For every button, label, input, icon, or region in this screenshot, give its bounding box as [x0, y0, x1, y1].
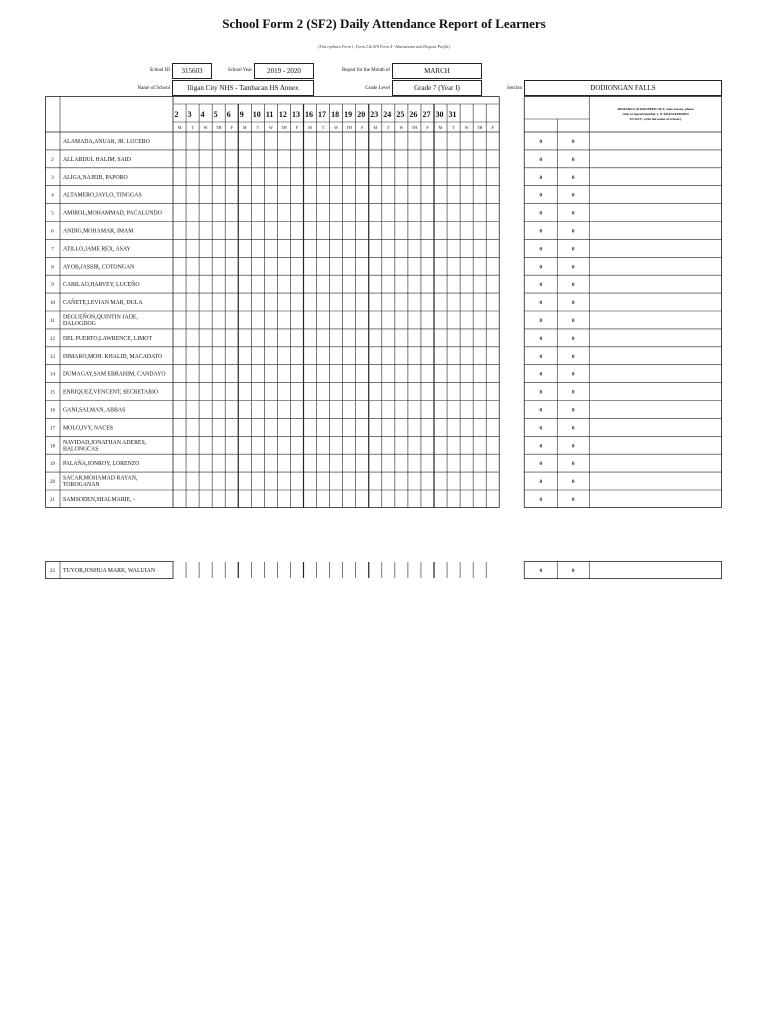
- row-number: 16: [50, 408, 55, 414]
- weekday-label: M: [242, 125, 247, 130]
- day-number: 5: [213, 110, 218, 119]
- weekday-label: W: [464, 125, 469, 130]
- tardy-count: 0: [572, 265, 575, 271]
- learner-name: ALTAMERO,JAYLO, TINGGAS: [63, 192, 142, 199]
- tardy-count: 0: [572, 426, 575, 432]
- absent-count: 0: [539, 139, 542, 145]
- learner-name: DIMARO,MOH. KHALID, MACADATO: [63, 353, 163, 360]
- learner-name: ATILLO,JAME REX, ASAY: [63, 246, 131, 253]
- weekday-label: TH: [346, 125, 352, 130]
- tardy-count: 0: [572, 247, 575, 253]
- tardy-count: 0: [572, 229, 575, 235]
- extra-absent-count: 0: [539, 569, 542, 574]
- absent-count: 0: [539, 229, 542, 235]
- day-number: 16: [305, 110, 313, 119]
- absent-count: 0: [539, 193, 542, 199]
- absent-count: 0: [539, 390, 542, 396]
- row-number: 8: [51, 265, 54, 271]
- absent-count: 0: [539, 426, 542, 432]
- learner-name: GANI,SALMAN, ABBAS: [63, 407, 126, 414]
- learner-name: SAMSODEN,SHALMARIE, -: [63, 496, 135, 503]
- school-id-label: School ID: [149, 68, 170, 73]
- day-number: 24: [383, 110, 392, 119]
- absent-count: 0: [539, 283, 542, 289]
- weekday-label: F: [230, 125, 233, 130]
- weekday-label: F: [295, 125, 299, 130]
- remarks-header-line: IN/OUT, write the name of School.): [629, 117, 682, 121]
- school-name-label: Name of School: [137, 86, 170, 91]
- form-subtitle: (This replaces Form 1, Form 2 & STS Form 4 - Absenteeism and Dropout Profile): [318, 44, 450, 49]
- row-number: 14: [50, 372, 55, 378]
- weekday-label: T: [387, 125, 390, 130]
- tardy-count: 0: [572, 139, 575, 145]
- day-number: 25: [396, 110, 405, 119]
- day-number: 9: [239, 110, 244, 119]
- learner-name: AMIROL,MOHAMMAD, PACALUNDO: [63, 210, 162, 217]
- learner-name-line1: SACAR,MOHAMAD RAYAN,: [63, 475, 138, 482]
- weekday-label: M: [177, 125, 182, 130]
- learner-name-line2: DALOGDOG: [63, 321, 96, 327]
- absent-count: 0: [539, 157, 542, 163]
- day-number: 10: [252, 110, 261, 119]
- learner-name: AYOB,JASSIR, COTONGAN: [63, 264, 135, 271]
- row-number: 7: [51, 247, 54, 253]
- school-year-label: School Year: [227, 68, 252, 73]
- row-number: 10: [50, 301, 55, 307]
- tardy-count: 0: [572, 283, 575, 289]
- day-number: 31: [448, 110, 457, 119]
- day-number: 18: [331, 110, 340, 119]
- weekday-label: W: [203, 125, 208, 130]
- absent-count: 0: [539, 336, 542, 342]
- row-number: 11: [50, 318, 55, 324]
- day-number: 13: [291, 110, 300, 119]
- row-number: 19: [50, 462, 55, 468]
- learner-name-line1: NAVIDAD,JONATHAN ADERES,: [63, 439, 147, 446]
- absent-count: 0: [539, 354, 542, 360]
- grade-level-field: Grade 7 (Year I): [392, 80, 482, 96]
- tardy-count: 0: [572, 336, 575, 342]
- weekday-label: TH: [477, 125, 483, 130]
- absent-count: 0: [539, 444, 542, 450]
- tardy-count: 0: [572, 390, 575, 396]
- weekday-label: T: [452, 125, 455, 130]
- day-number: 19: [344, 110, 353, 119]
- weekday-label: T: [321, 125, 325, 130]
- section-field: DODIONGAN FALLS: [524, 80, 722, 96]
- tardy-count: 0: [572, 480, 575, 486]
- day-number: 26: [409, 110, 418, 119]
- learner-name: ALAMADA,ANUAR, JR. LUCERO: [63, 138, 150, 145]
- school-id-field: 315603: [172, 63, 212, 79]
- row-number: 4: [51, 193, 54, 199]
- row-number: 5: [51, 211, 54, 217]
- tardy-count: 0: [572, 301, 575, 307]
- row-number: 18: [50, 444, 55, 450]
- tardy-count: 0: [572, 175, 575, 181]
- extra-tardy-count: 0: [572, 569, 575, 574]
- absent-count: 0: [539, 211, 542, 217]
- attendance-grid: [45, 96, 722, 508]
- tardy-count: 0: [572, 408, 575, 414]
- absent-count: 0: [539, 247, 542, 253]
- row-number: 13: [50, 354, 55, 360]
- tardy-count: 0: [572, 193, 575, 199]
- tardy-count: 0: [572, 497, 575, 503]
- extra-learner-row: [45, 561, 722, 580]
- tardy-count: 0: [572, 211, 575, 217]
- section-label: Section: [507, 86, 522, 91]
- row-number: 15: [50, 390, 55, 396]
- learner-name: MOLO,IVY, NACES: [63, 425, 113, 432]
- tardy-count: 0: [572, 462, 575, 468]
- learner-name: DEL PUERTO,LAWRENCE, LIMOT: [63, 335, 153, 342]
- weekday-label: TH: [411, 125, 418, 130]
- row-number: 9: [51, 283, 54, 289]
- learner-name-line2: TOROGANAN: [63, 482, 100, 489]
- form-title: School Form 2 (SF2) Daily Attendance Report of Learners: [222, 16, 546, 31]
- day-number: 20: [357, 110, 366, 119]
- report-month-label: Report for the Month of: [341, 68, 390, 73]
- day-number: 17: [318, 110, 327, 119]
- tardy-count: 0: [572, 318, 575, 324]
- absent-count: 0: [539, 497, 542, 503]
- absent-count: 0: [539, 462, 542, 468]
- learner-name: PALAÑA,JONROY, LORENZO: [63, 461, 140, 468]
- row-number: 2: [51, 157, 54, 163]
- learner-name: ALIGA,NAJEIB, PAPORO: [63, 174, 128, 181]
- row-number: 17: [50, 426, 55, 432]
- weekday-label: F: [361, 125, 364, 130]
- day-number: 27: [422, 110, 431, 119]
- day-number: 2: [174, 110, 179, 119]
- weekday-label: W: [268, 125, 273, 130]
- row-number: 21: [50, 497, 55, 503]
- absent-count: 0: [539, 318, 542, 324]
- learner-name-line2: BALONGCAS: [63, 446, 99, 453]
- learner-name: ENRIQUEZ,VENCENT, SECRETARIO: [63, 389, 159, 396]
- weekday-label: M: [308, 125, 312, 130]
- day-number: 30: [435, 110, 444, 119]
- weekday-label: T: [191, 125, 194, 130]
- day-number: 12: [278, 110, 287, 119]
- school-year-field: 2019 - 2020: [254, 63, 314, 79]
- weekday-label: F: [426, 125, 429, 130]
- report-month-field: MARCH: [392, 63, 482, 79]
- remarks-header-line: refer to legend number 2. If TRANSFERRED: [622, 112, 689, 116]
- weekday-label: F: [491, 125, 494, 130]
- weekday-label: TH: [216, 125, 222, 130]
- learner-name: ANDIG,MOHAMAR, IMAM: [63, 228, 134, 235]
- day-number: 3: [187, 110, 192, 119]
- learner-name-line1: DEGUEÑON,QUINTIN JADE,: [63, 314, 138, 321]
- weekday-label: T: [256, 125, 260, 130]
- weekday-label: W: [399, 125, 404, 130]
- day-number: 6: [226, 110, 231, 119]
- weekday-label: W: [334, 125, 339, 130]
- weekday-label: M: [438, 125, 443, 130]
- row-number: 6: [51, 229, 54, 235]
- tardy-count: 0: [572, 444, 575, 450]
- learner-name: DUMAGAY,SAM EBRAHIM, CANDAYO: [63, 371, 166, 378]
- row-number: 12: [50, 336, 55, 342]
- row-number: 20: [50, 480, 55, 486]
- absent-count: 0: [539, 372, 542, 378]
- extra-row-total-box: [524, 562, 721, 579]
- remarks-header-line: REMARKS (If DROPPED OUT, state reason, please: [617, 107, 694, 111]
- grid-right-border: [524, 97, 721, 508]
- extra-learner-name: TUYOR,JOSHUA MARK, WALUIAN: [63, 568, 156, 574]
- grade-level-label: Grade Level: [365, 86, 390, 91]
- tardy-count: 0: [572, 354, 575, 360]
- absent-count: 0: [539, 480, 542, 486]
- absent-count: 0: [539, 265, 542, 271]
- absent-count: 0: [539, 301, 542, 307]
- day-number: 4: [200, 110, 205, 119]
- day-number: 23: [370, 110, 379, 119]
- weekday-label: TH: [281, 125, 287, 130]
- row-number: 3: [51, 175, 54, 181]
- learner-name: CAÑETE,LEVIAN MAR, DULA: [63, 300, 143, 307]
- absent-count: 0: [539, 175, 542, 181]
- extra-row-number: 22: [50, 569, 55, 574]
- learner-name: ALLABDUL HALIM, SAID: [63, 156, 131, 163]
- weekday-label: M: [373, 125, 378, 130]
- absent-count: 0: [539, 408, 542, 414]
- day-number: 11: [265, 110, 274, 119]
- school-name-field: Iligan City NHS - Tambacan HS Annex: [172, 80, 314, 96]
- tardy-count: 0: [572, 372, 575, 378]
- learner-name: CABILAO,HARVEY, LUCEÑO: [63, 282, 140, 289]
- tardy-count: 0: [572, 157, 575, 163]
